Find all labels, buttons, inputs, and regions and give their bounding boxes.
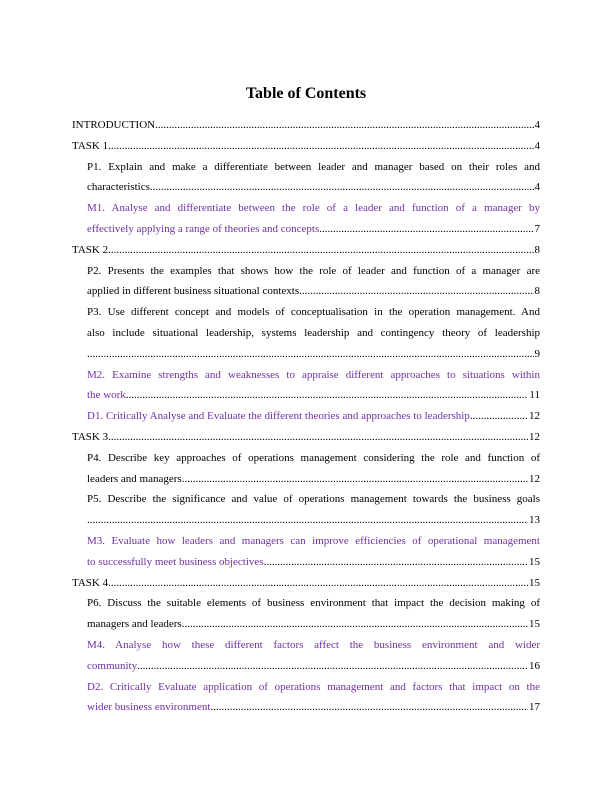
toc-entry-text-line: M1. Analyse and differentiate between the role of a leader and function of a manager by xyxy=(87,202,540,215)
toc-entry-last-line xyxy=(72,573,540,594)
dot-leader xyxy=(87,510,528,531)
toc-entry-last-line xyxy=(87,177,540,198)
toc-entry-text-line: M3. Evaluate how leaders and managers can improve efficiencies of operational management xyxy=(87,534,540,547)
toc-entry[interactable] xyxy=(87,157,540,199)
toc-entry-text-line: P6. Discuss the suitable elements of business environment that impact the decision making of xyxy=(87,597,540,610)
dot-leader xyxy=(264,552,528,573)
toc-entry-last-line xyxy=(87,406,540,427)
toc-entry[interactable] xyxy=(87,593,540,635)
toc-page-number: 4 xyxy=(534,119,540,131)
toc-entry[interactable] xyxy=(72,115,540,136)
toc-entry-label: TASK 1 xyxy=(72,139,109,152)
toc-entry[interactable] xyxy=(87,198,540,240)
toc-entry-last-line xyxy=(72,240,540,261)
toc-entry-last-line xyxy=(87,697,540,718)
toc-entry-text-line: also include situational leadership, systems leadership and contingency theory of leadership xyxy=(87,326,540,339)
toc-page-number: 12 xyxy=(529,430,540,443)
toc-page-number: 15 xyxy=(529,618,540,631)
toc-page-number: 12 xyxy=(529,472,540,485)
toc-entry-last-line xyxy=(72,136,540,157)
toc-page-number: 12 xyxy=(529,410,540,423)
toc-entry[interactable] xyxy=(87,635,540,677)
toc-entry-text-line: M4. Analyse how these different factors affect the business environment and wider xyxy=(87,638,540,651)
toc-entry[interactable] xyxy=(87,302,540,364)
toc-entry-label: characteristics xyxy=(87,181,150,194)
dot-leader xyxy=(108,573,528,594)
toc-page-number: 11 xyxy=(529,389,540,402)
toc-entry-label: D1. Critically Analyse and Evaluate the different theories and approaches to leadership xyxy=(87,410,470,423)
toc-entry-label: wider business environment xyxy=(87,701,211,714)
dot-leader xyxy=(108,427,528,448)
toc-entry-text-line: P1. Explain and make a differentiate between leader and manager based on their roles and xyxy=(87,160,540,173)
toc-entry-last-line xyxy=(87,552,540,573)
toc-entry-last-line xyxy=(87,281,540,302)
toc-page-number: 15 xyxy=(529,555,540,568)
toc-entry-text-line: M2. Examine strengths and weaknesses to appraise different approaches to situations within xyxy=(87,368,540,381)
toc-page-number: 7 xyxy=(534,222,540,235)
toc-entry[interactable] xyxy=(87,677,540,719)
toc-entry-text-line: P5. Describe the significance and value of operations management towards the business goals xyxy=(87,493,540,506)
toc-page-number: 8 xyxy=(534,285,540,298)
dot-leader xyxy=(210,697,528,718)
toc-entry-last-line xyxy=(87,469,540,490)
toc-entry-text-line: P2. Presents the examples that shows how the role of leader and function of a manager are xyxy=(87,264,540,277)
toc-entry[interactable] xyxy=(72,427,540,448)
dot-leader xyxy=(137,656,528,677)
page-title: Table of Contents xyxy=(245,85,367,102)
toc-entry-last-line xyxy=(87,510,540,531)
toc-entry-label: TASK 3 xyxy=(72,430,109,443)
toc-entry-text-line: D2. Critically Evaluate application of operations management and factors that impact on the xyxy=(87,680,540,693)
dot-leader xyxy=(150,177,534,198)
toc-entry[interactable] xyxy=(87,365,540,407)
toc-entry-text-line: P3. Use different concept and models of conceptualisation in the operation management. And xyxy=(87,306,540,319)
toc-entry-label: effectively applying a range of theories and concepts xyxy=(87,222,320,235)
toc-page-number: 8 xyxy=(534,243,540,256)
dot-leader xyxy=(470,406,528,427)
toc-page-number: 4 xyxy=(534,139,540,152)
toc-entry-last-line xyxy=(87,385,540,406)
toc-entry-label: community xyxy=(87,659,138,672)
toc-list xyxy=(72,115,540,718)
dot-leader xyxy=(87,344,534,365)
toc-entry[interactable] xyxy=(72,240,540,261)
toc-entry-label: managers and leaders xyxy=(87,618,182,631)
toc-page-number: 17 xyxy=(529,701,540,714)
toc-entry-last-line xyxy=(72,115,540,136)
dot-leader xyxy=(108,240,533,261)
toc-entry-text-line: P4. Describe key approaches of operations management considering the role and function of xyxy=(87,451,540,464)
toc-entry-label: leaders and managers xyxy=(87,472,182,485)
dot-leader xyxy=(108,136,533,157)
toc-entry[interactable] xyxy=(87,531,540,573)
toc-entry[interactable] xyxy=(72,136,540,157)
dot-leader xyxy=(182,614,528,635)
toc-entry[interactable] xyxy=(87,406,540,427)
dot-leader xyxy=(155,115,533,136)
toc-entry-label: TASK 4 xyxy=(72,576,109,589)
toc-entry-label: INTRODUCTION xyxy=(72,119,156,131)
dot-leader xyxy=(299,281,533,302)
toc-page-number: 4 xyxy=(534,181,540,194)
toc-entry-last-line xyxy=(87,344,540,365)
toc-page-number: 15 xyxy=(529,576,540,589)
toc-entry-label: applied in different business situational contexts xyxy=(87,285,300,298)
toc-page-number: 16 xyxy=(529,659,540,672)
toc-entry-last-line xyxy=(72,427,540,448)
dot-leader xyxy=(126,385,529,406)
dot-leader xyxy=(182,469,528,490)
toc-entry[interactable] xyxy=(87,489,540,531)
toc-entry-label: the work xyxy=(87,389,126,402)
toc-entry-last-line xyxy=(87,656,540,677)
toc-page-number: 9 xyxy=(534,347,540,360)
toc-entry-label: TASK 2 xyxy=(72,243,109,256)
toc-entry[interactable] xyxy=(87,261,540,303)
toc-entry-last-line xyxy=(87,614,540,635)
toc-page-number: 13 xyxy=(529,514,540,527)
toc-entry-label: to successfully meet business objectives xyxy=(87,555,264,568)
dot-leader xyxy=(319,219,533,240)
toc-entry[interactable] xyxy=(87,448,540,490)
toc-entry-last-line xyxy=(87,219,540,240)
toc-entry[interactable] xyxy=(72,573,540,594)
